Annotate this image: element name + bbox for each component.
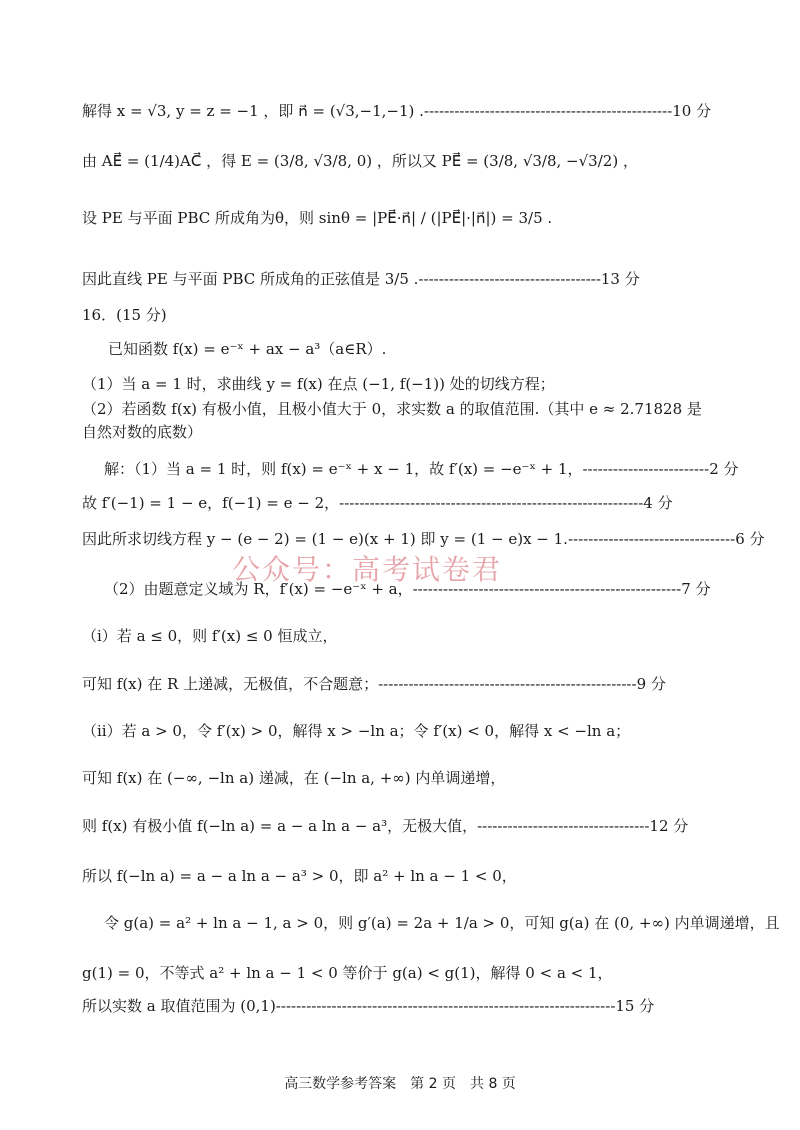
solution-line-4: 因此直线 PE 与平面 PBC 所成角的正弦值是 3/5 .------------------------------------13 分 <box>82 270 640 288</box>
solution-line-2: 由 AE⃗ = (1/4)AC⃗ ，得 E = (3/8, √3/8, 0) ，所以又 PE⃗ = (3/8, √3/8, −√3/2) ， <box>82 152 638 170</box>
question-stem: 已知函数 f(x) = e⁻ˣ + ax − a³（a∈R）. <box>108 340 387 358</box>
answer-line-1: 解：（1）当 a = 1 时，则 f(x) = e⁻ˣ + x − 1，故 f′(x) = −e⁻ˣ + 1，-------------------------2 分 <box>104 460 739 478</box>
answer-line-12: g(1) = 0，不等式 a² + ln a − 1 < 0 等价于 g(a) < g(1)，解得 0 < a < 1， <box>82 964 613 982</box>
solution-line-3: 设 PE 与平面 PBC 所成角为θ，则 sinθ = |PE⃗·n⃗| / (|PE⃗|·|n⃗|) = 3/5 . <box>82 209 553 227</box>
page-footer: 高三数学参考答案 第 2 页 共 8 页 <box>284 1076 516 1092</box>
answer-line-3: 因此所求切线方程 y − (e − 2) = (1 − e)(x + 1) 即 y = (1 − e)x − 1.---------------------------------6 分 <box>82 530 765 548</box>
answer-line-2: 故 f′(−1) = 1 − e，f(−1) = e − 2，------------------------------------------------------------4 分 <box>82 494 673 512</box>
answer-line-4: （2）由题意定义域为 R，f′(x) = −e⁻ˣ + a，-----------------------------------------------------7 分 <box>104 580 711 598</box>
solution-line-1: 解得 x = √3, y = z = −1 ，即 n⃗ = (√3,−1,−1) .-------------------------------------------------10 分 <box>82 102 712 120</box>
answer-line-5: （i）若 a ≤ 0，则 f′(x) ≤ 0 恒成立， <box>82 627 338 645</box>
answer-line-13: 所以实数 a 取值范围为 (0,1)-------------------------------------------------------------------15 分 <box>82 997 655 1015</box>
answer-line-10: 所以 f(−ln a) = a − a ln a − a³ > 0，即 a² + ln a − 1 < 0， <box>82 867 517 885</box>
question-part-2: （2）若函数 f(x) 有极小值，且极小值大于 0，求实数 a 的取值范围.（其中 e ≈ 2.71828 是 <box>82 400 702 418</box>
answer-line-9: 则 f(x) 有极小值 f(−ln a) = a − a ln a − a³，无极大值，----------------------------------12 分 <box>82 817 689 835</box>
answer-line-7: （ii）若 a > 0，令 f′(x) > 0，解得 x > −ln a；令 f′(x) < 0，解得 x < −ln a； <box>82 722 631 740</box>
answer-line-8: 可知 f(x) 在 (−∞, −ln a) 递减，在 (−ln a, +∞) 内单调递增， <box>82 769 506 787</box>
question-part-1: （1）当 a = 1 时，求曲线 y = f(x) 在点 (−1, f(−1)) 处的切线方程； <box>82 375 555 393</box>
question-part-2-cont: 自然对数的底数） <box>82 423 203 441</box>
answer-line-6: 可知 f(x) 在 R 上递减，无极值，不合题意；---------------------------------------------------9 分 <box>82 675 666 693</box>
question-number: 16．(15 分) <box>82 306 167 324</box>
answer-line-11: 令 g(a) = a² + ln a − 1, a > 0，则 g′(a) = 2a + 1/a > 0，可知 g(a) 在 (0, +∞) 内单调递增，且 <box>104 914 780 932</box>
watermark: 公众号：高考试卷君 <box>232 553 503 586</box>
